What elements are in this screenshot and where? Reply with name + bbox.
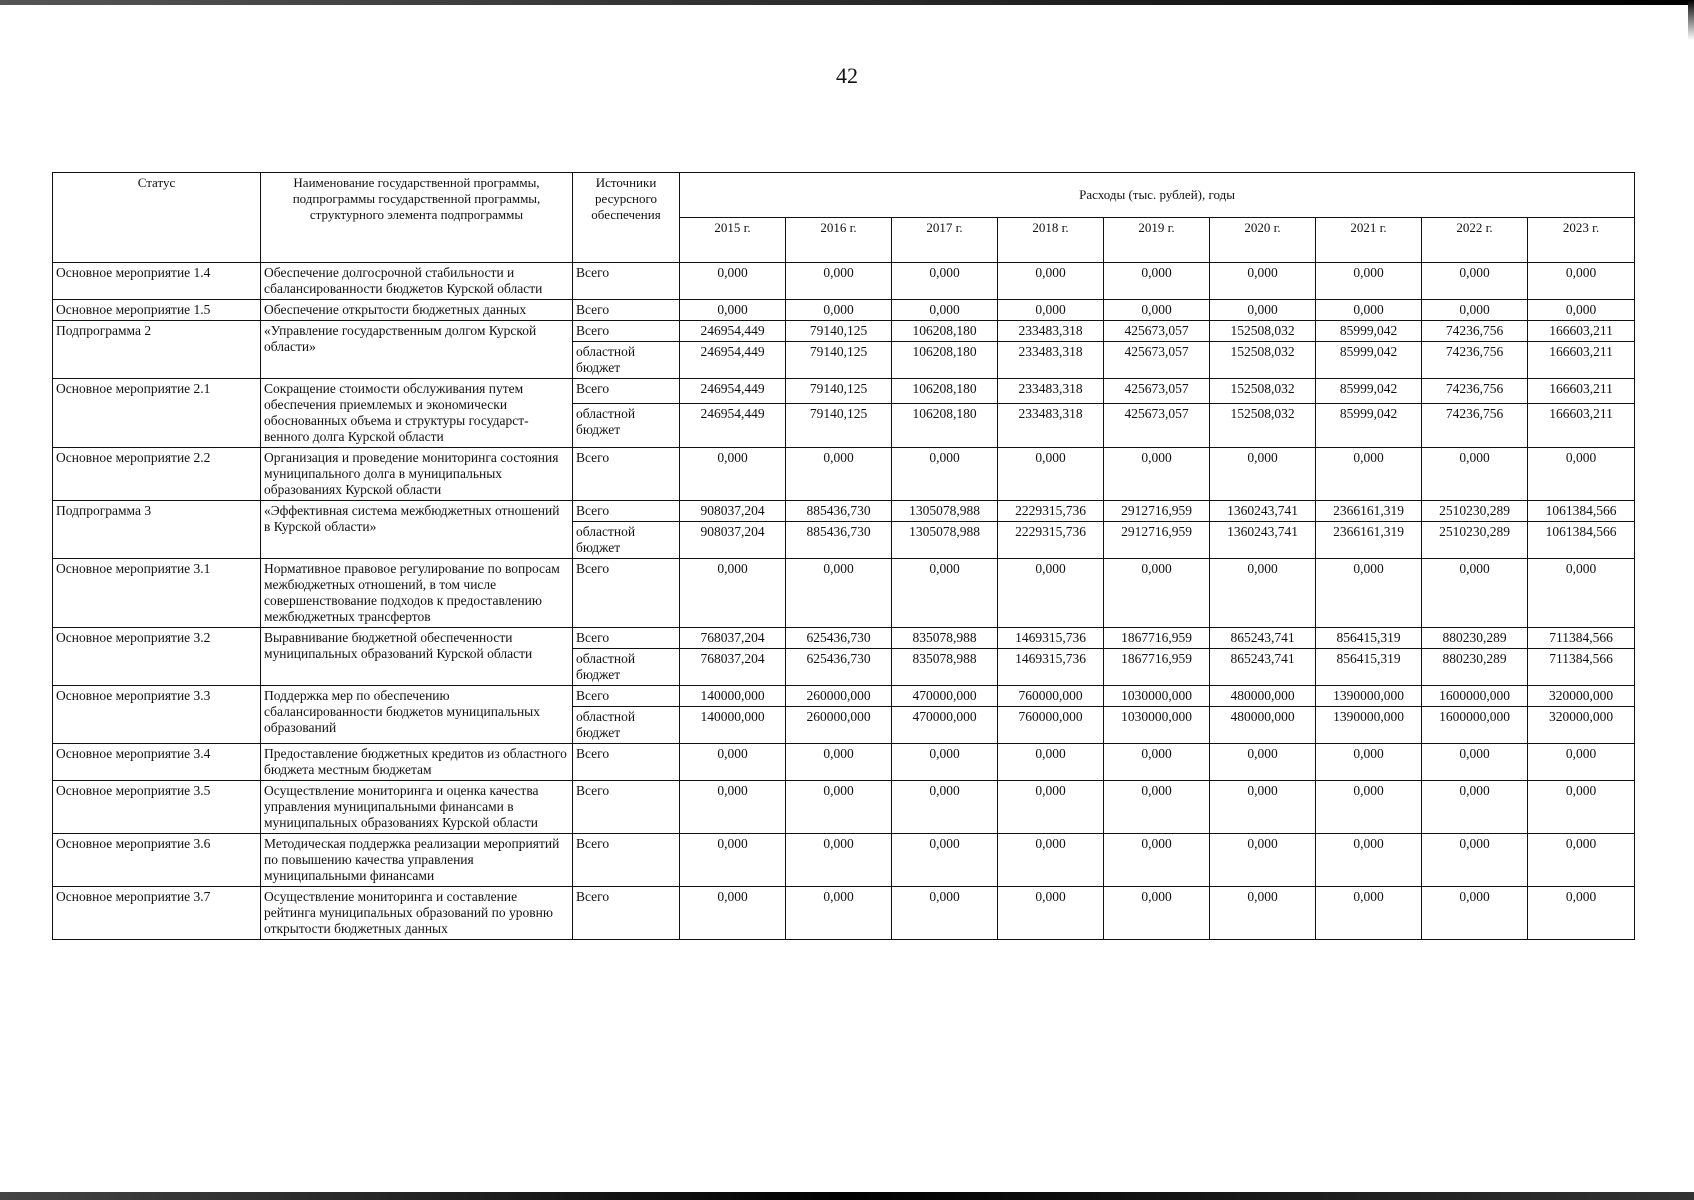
row-value: 0,000 bbox=[680, 744, 786, 781]
table-row bbox=[53, 686, 1635, 707]
header-year: 2017 г. bbox=[892, 218, 998, 263]
row-value: 2510230,289 bbox=[1422, 501, 1528, 522]
row-value: 880230,289 bbox=[1422, 628, 1528, 649]
row-value: 0,000 bbox=[998, 781, 1104, 834]
row-value: 0,000 bbox=[1210, 448, 1316, 501]
row-value: 233483,318 bbox=[998, 342, 1104, 379]
row-value: 166603,211 bbox=[1528, 342, 1635, 379]
row-value: 0,000 bbox=[1104, 559, 1210, 628]
row-value: 106208,180 bbox=[892, 321, 998, 342]
row-status: Основное мероприятие 3.3 bbox=[53, 686, 261, 744]
row-value: 0,000 bbox=[786, 263, 892, 300]
row-name: Нормативное правовое регулирование по вопросам межбюджетных отношений, в том числе совершенствование подходов к предоставлению межбюджетных трансфертов bbox=[261, 559, 573, 628]
row-source: областной бюджет bbox=[573, 707, 680, 744]
row-status: Основное мероприятие 3.4 bbox=[53, 744, 261, 781]
row-value: 260000,000 bbox=[786, 707, 892, 744]
row-name: Предоставление бюджетных кредитов из областного бюджета местным бюджетам bbox=[261, 744, 573, 781]
row-value: 152508,032 bbox=[1210, 379, 1316, 404]
row-source: областной бюджет bbox=[573, 649, 680, 686]
row-status: Основное мероприятие 1.4 bbox=[53, 263, 261, 300]
row-value: 0,000 bbox=[1210, 559, 1316, 628]
row-name: Сокращение стоимости обслуживания путем обеспечения приемлемых и экономически обоснованных объема и структуры государст-венного долга Курской области bbox=[261, 379, 573, 448]
row-value: 0,000 bbox=[1210, 300, 1316, 321]
row-value: 1305078,988 bbox=[892, 522, 998, 559]
row-source: Всего bbox=[573, 300, 680, 321]
row-value: 0,000 bbox=[892, 834, 998, 887]
row-value: 0,000 bbox=[786, 887, 892, 940]
row-value: 0,000 bbox=[1528, 263, 1635, 300]
row-value: 0,000 bbox=[892, 448, 998, 501]
row-value: 152508,032 bbox=[1210, 403, 1316, 447]
row-value: 0,000 bbox=[786, 559, 892, 628]
row-value: 140000,000 bbox=[680, 707, 786, 744]
row-value: 0,000 bbox=[1316, 559, 1422, 628]
row-name: «Эффективная система межбюджетных отношений в Курской области» bbox=[261, 501, 573, 559]
row-status: Основное мероприятие 2.2 bbox=[53, 448, 261, 501]
row-value: 0,000 bbox=[1528, 559, 1635, 628]
row-source: областной бюджет bbox=[573, 403, 680, 447]
row-value: 2366161,319 bbox=[1316, 522, 1422, 559]
row-status: Основное мероприятие 3.2 bbox=[53, 628, 261, 686]
row-value: 0,000 bbox=[892, 887, 998, 940]
row-value: 0,000 bbox=[1104, 781, 1210, 834]
row-source: Всего bbox=[573, 448, 680, 501]
header-year: 2018 г. bbox=[998, 218, 1104, 263]
row-value: 880230,289 bbox=[1422, 649, 1528, 686]
row-value: 0,000 bbox=[1316, 300, 1422, 321]
row-name: Обеспечение долгосрочной стабильности и сбалансированности бюджетов Курской области bbox=[261, 263, 573, 300]
row-value: 233483,318 bbox=[998, 379, 1104, 404]
table-row bbox=[53, 321, 1635, 342]
row-value: 0,000 bbox=[998, 559, 1104, 628]
row-value: 0,000 bbox=[786, 300, 892, 321]
row-value: 625436,730 bbox=[786, 649, 892, 686]
row-value: 0,000 bbox=[1210, 887, 1316, 940]
row-value: 74236,756 bbox=[1422, 379, 1528, 404]
row-value: 106208,180 bbox=[892, 342, 998, 379]
header-name: Наименование государственной программы, подпрограммы государственной программы, структурного элемента подпрограммы bbox=[261, 173, 573, 263]
row-value: 0,000 bbox=[786, 834, 892, 887]
row-value: 1867716,959 bbox=[1104, 628, 1210, 649]
row-value: 1305078,988 bbox=[892, 501, 998, 522]
row-value: 246954,449 bbox=[680, 321, 786, 342]
table-row bbox=[53, 834, 1635, 887]
row-value: 246954,449 bbox=[680, 403, 786, 447]
row-value: 0,000 bbox=[1104, 887, 1210, 940]
row-value: 885436,730 bbox=[786, 522, 892, 559]
header-year: 2016 г. bbox=[786, 218, 892, 263]
header-year: 2020 г. bbox=[1210, 218, 1316, 263]
row-value: 0,000 bbox=[1528, 744, 1635, 781]
row-value: 233483,318 bbox=[998, 403, 1104, 447]
row-source: Всего bbox=[573, 263, 680, 300]
row-status: Основное мероприятие 3.6 bbox=[53, 834, 261, 887]
row-source: областной бюджет bbox=[573, 342, 680, 379]
row-value: 79140,125 bbox=[786, 342, 892, 379]
row-value: 768037,204 bbox=[680, 649, 786, 686]
row-value: 0,000 bbox=[1104, 263, 1210, 300]
row-value: 166603,211 bbox=[1528, 403, 1635, 447]
row-value: 865243,741 bbox=[1210, 628, 1316, 649]
row-value: 320000,000 bbox=[1528, 707, 1635, 744]
row-value: 1030000,000 bbox=[1104, 686, 1210, 707]
row-value: 0,000 bbox=[1316, 263, 1422, 300]
row-value: 74236,756 bbox=[1422, 342, 1528, 379]
row-value: 0,000 bbox=[1104, 448, 1210, 501]
row-value: 760000,000 bbox=[998, 686, 1104, 707]
row-value: 0,000 bbox=[680, 559, 786, 628]
scan-top-edge bbox=[0, 0, 1694, 5]
row-status: Основное мероприятие 2.1 bbox=[53, 379, 261, 448]
row-value: 2229315,736 bbox=[998, 522, 1104, 559]
row-value: 0,000 bbox=[1528, 448, 1635, 501]
row-value: 0,000 bbox=[1210, 744, 1316, 781]
row-value: 106208,180 bbox=[892, 403, 998, 447]
row-value: 106208,180 bbox=[892, 379, 998, 404]
row-value: 1867716,959 bbox=[1104, 649, 1210, 686]
row-status: Основное мероприятие 1.5 bbox=[53, 300, 261, 321]
row-value: 2510230,289 bbox=[1422, 522, 1528, 559]
row-value: 711384,566 bbox=[1528, 649, 1635, 686]
row-value: 1390000,000 bbox=[1316, 707, 1422, 744]
table-row bbox=[53, 559, 1635, 628]
header-source: Источники ресурсного обеспечения bbox=[573, 173, 680, 263]
page-number: 42 bbox=[836, 63, 858, 88]
row-value: 0,000 bbox=[998, 448, 1104, 501]
row-value: 1390000,000 bbox=[1316, 686, 1422, 707]
table-row bbox=[53, 263, 1635, 300]
row-value: 0,000 bbox=[680, 781, 786, 834]
header-year: 2019 г. bbox=[1104, 218, 1210, 263]
row-value: 0,000 bbox=[998, 744, 1104, 781]
row-value: 0,000 bbox=[1104, 834, 1210, 887]
row-value: 1469315,736 bbox=[998, 628, 1104, 649]
row-value: 1600000,000 bbox=[1422, 686, 1528, 707]
row-value: 1061384,566 bbox=[1528, 522, 1635, 559]
row-source: Всего bbox=[573, 379, 680, 404]
row-value: 865243,741 bbox=[1210, 649, 1316, 686]
row-source: Всего bbox=[573, 686, 680, 707]
row-value: 835078,988 bbox=[892, 628, 998, 649]
row-value: 1030000,000 bbox=[1104, 707, 1210, 744]
row-value: 0,000 bbox=[1104, 300, 1210, 321]
row-value: 0,000 bbox=[1422, 300, 1528, 321]
header-year: 2022 г. bbox=[1422, 218, 1528, 263]
row-source: Всего bbox=[573, 834, 680, 887]
row-name: Осуществление мониторинга и оценка качества управления муниципальными финансами в муниципальных образованиях Курской области bbox=[261, 781, 573, 834]
row-name: «Управление государственным долгом Курской области» bbox=[261, 321, 573, 379]
header-year: 2015 г. bbox=[680, 218, 786, 263]
row-value: 1469315,736 bbox=[998, 649, 1104, 686]
table-row bbox=[53, 379, 1635, 404]
row-value: 233483,318 bbox=[998, 321, 1104, 342]
row-value: 0,000 bbox=[892, 781, 998, 834]
row-value: 0,000 bbox=[998, 300, 1104, 321]
table-row bbox=[53, 448, 1635, 501]
row-value: 885436,730 bbox=[786, 501, 892, 522]
table-header bbox=[53, 173, 1635, 263]
table-row bbox=[53, 744, 1635, 781]
row-value: 0,000 bbox=[680, 263, 786, 300]
row-value: 2912716,959 bbox=[1104, 501, 1210, 522]
row-value: 0,000 bbox=[1422, 887, 1528, 940]
row-value: 0,000 bbox=[1104, 744, 1210, 781]
row-value: 0,000 bbox=[998, 834, 1104, 887]
row-value: 2366161,319 bbox=[1316, 501, 1422, 522]
row-value: 0,000 bbox=[1422, 263, 1528, 300]
row-value: 2229315,736 bbox=[998, 501, 1104, 522]
row-value: 425673,057 bbox=[1104, 379, 1210, 404]
row-value: 166603,211 bbox=[1528, 379, 1635, 404]
budget-table bbox=[52, 172, 1635, 940]
row-value: 74236,756 bbox=[1422, 403, 1528, 447]
row-value: 246954,449 bbox=[680, 342, 786, 379]
row-value: 85999,042 bbox=[1316, 321, 1422, 342]
row-value: 0,000 bbox=[1316, 448, 1422, 501]
row-value: 79140,125 bbox=[786, 403, 892, 447]
scan-right-edge bbox=[1688, 0, 1694, 40]
row-status: Основное мероприятие 3.7 bbox=[53, 887, 261, 940]
table-row bbox=[53, 501, 1635, 522]
row-value: 0,000 bbox=[680, 300, 786, 321]
row-value: 0,000 bbox=[1528, 781, 1635, 834]
row-value: 79140,125 bbox=[786, 379, 892, 404]
row-value: 711384,566 bbox=[1528, 628, 1635, 649]
row-name: Выравнивание бюджетной обеспеченности муниципальных образований Курской области bbox=[261, 628, 573, 686]
row-value: 0,000 bbox=[1210, 781, 1316, 834]
header-expenses: Расходы (тыс. рублей), годы bbox=[680, 173, 1635, 218]
row-status: Основное мероприятие 3.5 bbox=[53, 781, 261, 834]
header-year: 2021 г. bbox=[1316, 218, 1422, 263]
row-value: 425673,057 bbox=[1104, 403, 1210, 447]
row-value: 0,000 bbox=[680, 887, 786, 940]
row-value: 140000,000 bbox=[680, 686, 786, 707]
row-value: 0,000 bbox=[1528, 834, 1635, 887]
row-name: Методическая поддержка реализации мероприятий по повышению качества управления муниципальными финансами bbox=[261, 834, 573, 887]
row-value: 1360243,741 bbox=[1210, 522, 1316, 559]
row-value: 0,000 bbox=[1210, 263, 1316, 300]
row-source: областной бюджет bbox=[573, 522, 680, 559]
row-source: Всего bbox=[573, 559, 680, 628]
row-value: 0,000 bbox=[1316, 781, 1422, 834]
row-value: 480000,000 bbox=[1210, 686, 1316, 707]
table-row bbox=[53, 628, 1635, 649]
row-value: 85999,042 bbox=[1316, 342, 1422, 379]
row-value: 856415,319 bbox=[1316, 628, 1422, 649]
row-value: 0,000 bbox=[1422, 559, 1528, 628]
row-status: Подпрограмма 3 bbox=[53, 501, 261, 559]
scan-bottom-edge bbox=[0, 1192, 1694, 1200]
row-value: 0,000 bbox=[1528, 300, 1635, 321]
row-value: 0,000 bbox=[998, 887, 1104, 940]
row-value: 768037,204 bbox=[680, 628, 786, 649]
row-source: Всего bbox=[573, 744, 680, 781]
row-name: Организация и проведение мониторинга состояния муниципального долга в муниципальных образованиях Курской области bbox=[261, 448, 573, 501]
row-value: 1600000,000 bbox=[1422, 707, 1528, 744]
row-value: 856415,319 bbox=[1316, 649, 1422, 686]
row-value: 0,000 bbox=[786, 744, 892, 781]
row-value: 260000,000 bbox=[786, 686, 892, 707]
row-source: Всего bbox=[573, 628, 680, 649]
row-name: Обеспечение открытости бюджетных данных bbox=[261, 300, 573, 321]
row-value: 0,000 bbox=[1422, 781, 1528, 834]
row-value: 152508,032 bbox=[1210, 321, 1316, 342]
row-value: 0,000 bbox=[892, 300, 998, 321]
row-value: 425673,057 bbox=[1104, 321, 1210, 342]
row-value: 480000,000 bbox=[1210, 707, 1316, 744]
row-value: 0,000 bbox=[1422, 448, 1528, 501]
row-value: 908037,204 bbox=[680, 522, 786, 559]
row-value: 0,000 bbox=[1422, 834, 1528, 887]
row-value: 760000,000 bbox=[998, 707, 1104, 744]
table-row bbox=[53, 887, 1635, 940]
row-value: 2912716,959 bbox=[1104, 522, 1210, 559]
row-value: 470000,000 bbox=[892, 686, 998, 707]
row-value: 320000,000 bbox=[1528, 686, 1635, 707]
row-value: 0,000 bbox=[786, 781, 892, 834]
row-value: 0,000 bbox=[1422, 744, 1528, 781]
row-value: 0,000 bbox=[1316, 887, 1422, 940]
row-value: 246954,449 bbox=[680, 379, 786, 404]
row-value: 0,000 bbox=[680, 834, 786, 887]
row-value: 74236,756 bbox=[1422, 321, 1528, 342]
row-value: 425673,057 bbox=[1104, 342, 1210, 379]
row-value: 625436,730 bbox=[786, 628, 892, 649]
table-row bbox=[53, 781, 1635, 834]
row-source: Всего bbox=[573, 887, 680, 940]
row-source: Всего bbox=[573, 321, 680, 342]
row-value: 1061384,566 bbox=[1528, 501, 1635, 522]
row-value: 0,000 bbox=[1528, 887, 1635, 940]
row-name: Осуществление мониторинга и составление рейтинга муниципальных образований по уровню открытости бюджетных данных bbox=[261, 887, 573, 940]
row-source: Всего bbox=[573, 501, 680, 522]
row-value: 0,000 bbox=[680, 448, 786, 501]
header-status: Статус bbox=[53, 173, 261, 263]
row-value: 1360243,741 bbox=[1210, 501, 1316, 522]
row-value: 0,000 bbox=[1210, 834, 1316, 887]
row-value: 0,000 bbox=[1316, 744, 1422, 781]
row-value: 85999,042 bbox=[1316, 403, 1422, 447]
row-value: 152508,032 bbox=[1210, 342, 1316, 379]
row-value: 0,000 bbox=[786, 448, 892, 501]
row-value: 0,000 bbox=[998, 263, 1104, 300]
row-value: 470000,000 bbox=[892, 707, 998, 744]
row-value: 166603,211 bbox=[1528, 321, 1635, 342]
row-value: 0,000 bbox=[892, 559, 998, 628]
row-value: 908037,204 bbox=[680, 501, 786, 522]
row-source: Всего bbox=[573, 781, 680, 834]
row-value: 85999,042 bbox=[1316, 379, 1422, 404]
row-value: 0,000 bbox=[892, 263, 998, 300]
row-status: Подпрограмма 2 bbox=[53, 321, 261, 379]
row-name: Поддержка мер по обеспечению сбалансированности бюджетов муниципальных образований bbox=[261, 686, 573, 744]
table-row bbox=[53, 300, 1635, 321]
header-year: 2023 г. bbox=[1528, 218, 1635, 263]
row-value: 0,000 bbox=[1316, 834, 1422, 887]
row-value: 835078,988 bbox=[892, 649, 998, 686]
table-body bbox=[53, 263, 1635, 940]
row-status: Основное мероприятие 3.1 bbox=[53, 559, 261, 628]
row-value: 79140,125 bbox=[786, 321, 892, 342]
row-value: 0,000 bbox=[892, 744, 998, 781]
